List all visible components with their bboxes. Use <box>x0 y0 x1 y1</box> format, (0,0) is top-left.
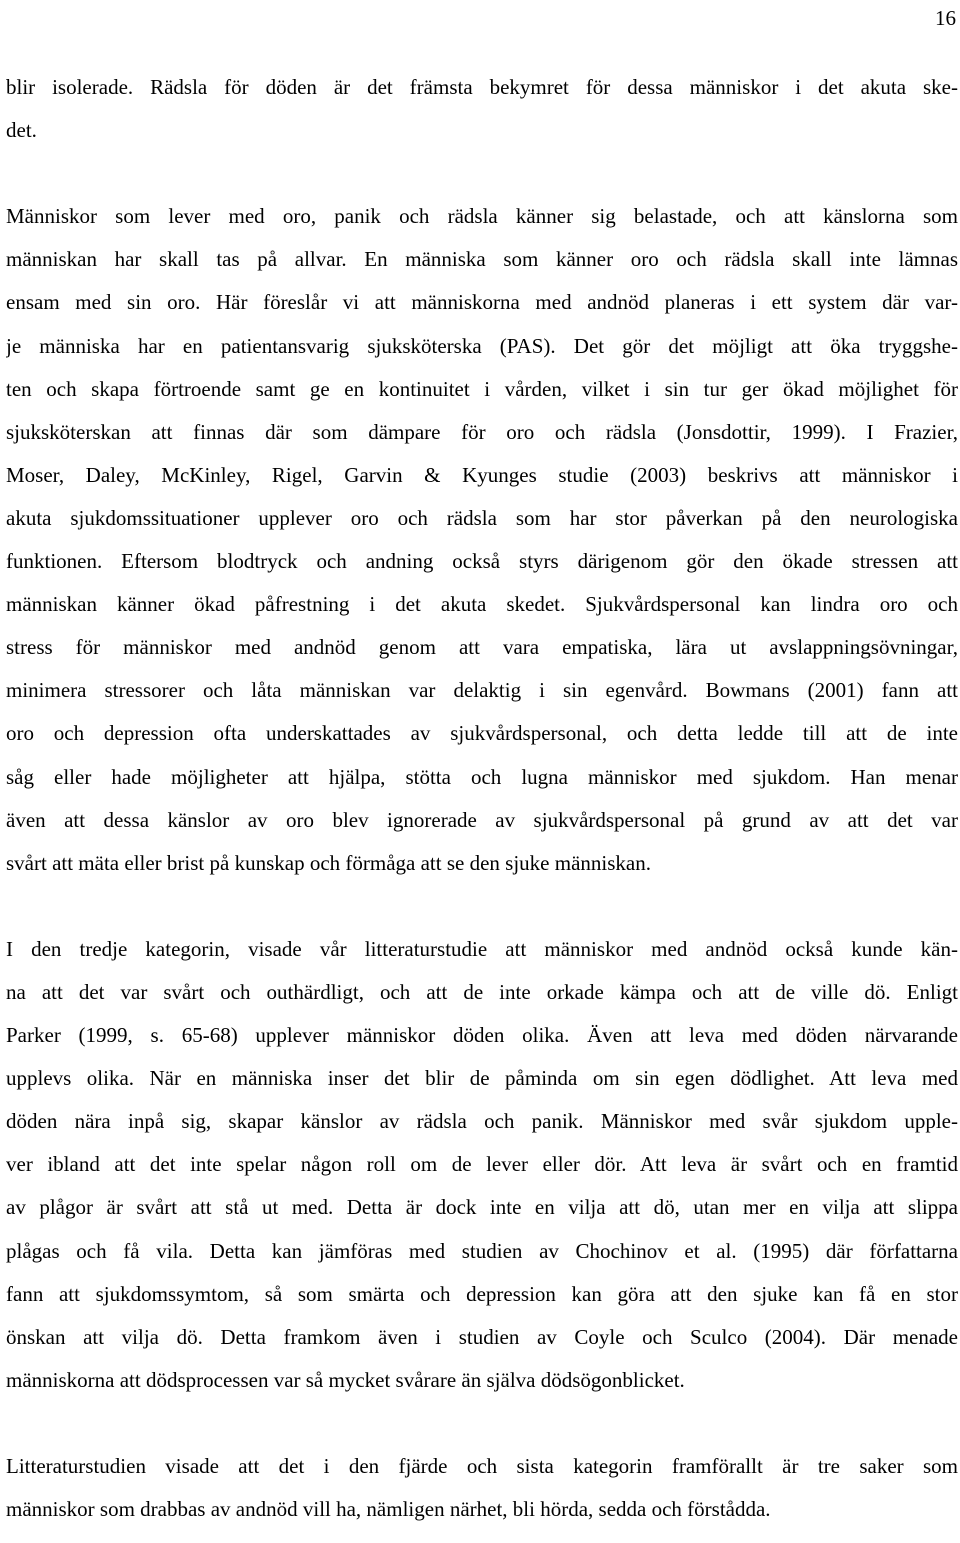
text-line: sjuksköterskan att finnas där som dämpare för oro och rädsla (Jonsdottir, 1999). I Frazier, <box>6 419 958 444</box>
text-line: plågas och få vila. Detta kan jämföras med studien av Chochinov et al. (1995) där författarna <box>6 1238 958 1263</box>
text-line: önskan att vilja dö. Detta framkom även i studien av Coyle och Sculco (2004). Där menade <box>6 1324 958 1349</box>
text-line: Människor som lever med oro, panik och rädsla känner sig belastade, och att känslorna som <box>6 204 958 229</box>
text-line: ensam med sin oro. Här föreslår vi att människorna med andnöd planeras i ett system där var- <box>6 290 958 315</box>
text-line: stress för människor med andnöd genom att vara empatiska, lära ut avslappningsövningar, <box>6 635 958 660</box>
text-line: människan känner ökad påfrestning i det akuta skedet. Sjukvårdspersonal kan lindra oro och <box>6 592 958 617</box>
paragraph <box>6 1445 958 1531</box>
paragraph <box>6 66 958 152</box>
text-line: fann att sjukdomssymtom, så som smärta och depression kan göra att den sjuke kan få en stor <box>6 1281 958 1306</box>
text-line: svårt att mäta eller brist på kunskap och förmåga att se den sjuke människan. <box>6 850 651 875</box>
body-text <box>6 66 958 1531</box>
text-line: Moser, Daley, McKinley, Rigel, Garvin & Kyunges studie (2003) beskrivs att människor i <box>6 462 958 487</box>
text-line: människan har skall tas på allvar. En människa som känner oro och rädsla skall inte lämnas <box>6 247 958 272</box>
paragraph <box>6 195 958 885</box>
text-line: människor som drabbas av andnöd vill ha, nämligen närhet, bli hörda, sedda och förstådda. <box>6 1497 771 1522</box>
text-line: även att dessa känslor av oro blev ignorerade av sjukvårdspersonal på grund av att det var <box>6 807 958 832</box>
text-line: je människa har en patientansvarig sjuksköterska (PAS). Det gör det möjligt att öka tryggshe- <box>6 333 958 358</box>
text-line: av plågor är svårt att stå ut med. Detta är dock inte en vilja att dö, utan mer en vilja att slippa <box>6 1195 958 1220</box>
page-number: 16 <box>935 6 956 30</box>
text-line: minimera stressorer och låta människan var delaktig i sin egenvård. Bowmans (2001) fann att <box>6 678 958 703</box>
text-line: Parker (1999, s. 65-68) upplever människor döden olika. Även att leva med döden närvarande <box>6 1023 958 1048</box>
paragraph-spacer <box>6 152 958 195</box>
text-line: döden nära inpå sig, skapar känslor av rädsla och panik. Människor med svår sjukdom upple- <box>6 1109 958 1134</box>
text-line: akuta sjukdomssituationer upplever oro och rädsla som har stor påverkan på den neurologiska <box>6 505 958 530</box>
paragraph-spacer <box>6 885 958 928</box>
text-line: funktionen. Eftersom blodtryck och andning också styrs därigenom gör den ökade stressen att <box>6 549 958 574</box>
text-line: det. <box>6 118 37 143</box>
text-line: såg eller hade möjligheter att hjälpa, stötta och lugna människor med sjukdom. Han menar <box>6 764 958 789</box>
text-line: oro och depression ofta underskattades av sjukvårdspersonal, och detta ledde till att de inte <box>6 721 958 746</box>
text-line: ten och skapa förtroende samt ge en kontinuitet i vården, vilket i sin tur ger ökad möjlighet för <box>6 376 958 401</box>
text-line: blir isolerade. Rädsla för döden är det främsta bekymret för dessa människor i det akuta ske- <box>6 75 958 99</box>
text-line: na att det var svårt och outhärdligt, och att de inte orkade kämpa och att de ville dö. Enligt <box>6 979 958 1004</box>
text-line: upplevs olika. När en människa inser det blir de påminda om sin egen dödlighet. Att leva med <box>6 1066 958 1091</box>
text-line: I den tredje kategorin, visade vår litteraturstudie att människor med andnöd också kunde kän- <box>6 936 958 961</box>
text-line: ver ibland att det inte spelar någon roll om de lever eller dör. Att leva är svårt och en framtid <box>6 1152 958 1177</box>
text-line: Litteraturstudien visade att det i den fjärde och sista kategorin framförallt är tre saker som <box>6 1454 958 1478</box>
text-line: människorna att dödsprocessen var så mycket svårare än själva dödsögonblicket. <box>6 1367 685 1392</box>
paragraph-spacer <box>6 1402 958 1445</box>
paragraph <box>6 928 958 1402</box>
